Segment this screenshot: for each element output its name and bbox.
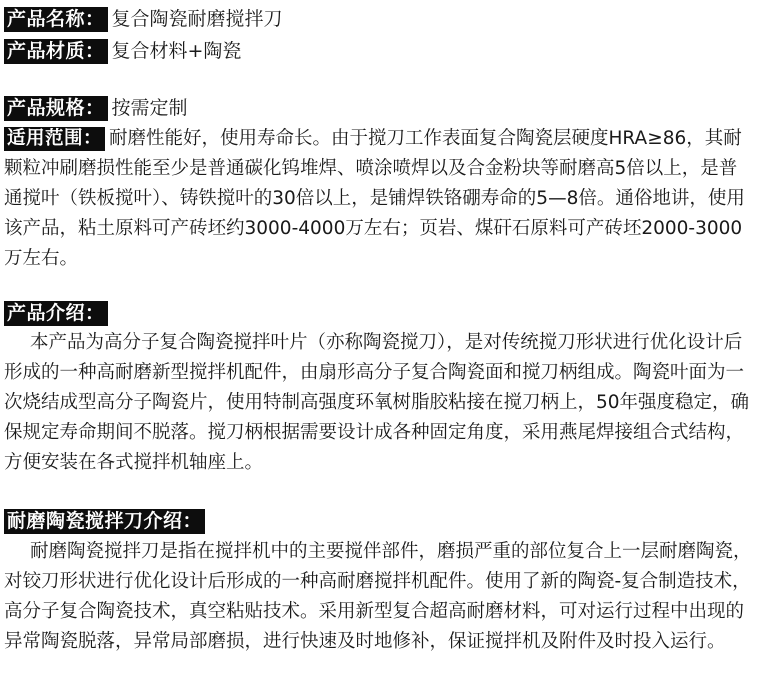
product-spec-value: 按需定制 bbox=[111, 97, 188, 119]
product-spec-label: 产品规格： bbox=[4, 96, 108, 121]
intro-heading: 产品介绍： bbox=[4, 301, 108, 326]
scope-paragraph bbox=[4, 124, 754, 274]
product-material-value: 复合材料+陶瓷 bbox=[111, 40, 242, 62]
intro-text: 本产品为高分子复合陶瓷搅拌叶片（亦称陶瓷搅刀），是对传统搅刀形状进行优化设计后形成的一种高耐磨新型搅拌机配件，由扇形高分子复合陶瓷面和搅刀柄组成。陶瓷叶面为一次烧结成型高分子陶瓷片，使用特制高强度环氧树脂胶粘接在搅刀柄上，50年强度稳定，确保规定寿命期间不脱落。搅刀柄根据需要设计成各种固定角度，采用燕尾焊接组合式结构，方便安装在各式搅拌机轴座上。 bbox=[4, 332, 750, 473]
product-spec-row bbox=[4, 95, 188, 121]
product-name-value: 复合陶瓷耐磨搅拌刀 bbox=[111, 8, 283, 30]
product-material-label: 产品材质： bbox=[4, 39, 108, 64]
intro-paragraph bbox=[4, 328, 754, 478]
scope-label: 适用范围： bbox=[4, 127, 105, 151]
product-name-row bbox=[4, 6, 283, 32]
knife-text: 耐磨陶瓷搅拌刀是指在搅拌机中的主要搅伴部件，磨损严重的部位复合上一层耐磨陶瓷，对铰刀形状进行优化设计后形成的一种高耐磨搅拌机配件。使用了新的陶瓷-复合制造技术，高分子复合陶瓷技术，真空粘贴技术。采用新型复合超高耐磨材料，可对运行过程中出现的异常陶瓷脱落，异常局部磨损，进行快速及时地修补，保证搅拌机及附件及时投入运行。 bbox=[4, 541, 752, 652]
intro-heading-row bbox=[4, 300, 112, 326]
product-name-label: 产品名称： bbox=[4, 7, 108, 32]
knife-paragraph bbox=[4, 537, 754, 657]
product-material-row bbox=[4, 38, 241, 64]
scope-text: 耐磨性能好，使用寿命长。由于搅刀工作表面复合陶瓷层硬度HRA≥86，其耐颗粒冲刷磨损性能至少是普通碳化钨堆焊、喷涂喷焊以及合金粉块等耐磨高5倍以上，是普通搅叶（铁板搅叶）、铸铁搅叶的30倍以上，是铺焊铁铬硼寿命的5—8倍。通俗地讲，使用该产品，粘土原料可产砖坯约3000-4000万左右；页岩、煤矸石原料可产砖坯2000-3000万左右。 bbox=[4, 128, 745, 269]
knife-heading: 耐磨陶瓷搅拌刀介绍： bbox=[4, 509, 205, 534]
knife-heading-row bbox=[4, 508, 209, 534]
